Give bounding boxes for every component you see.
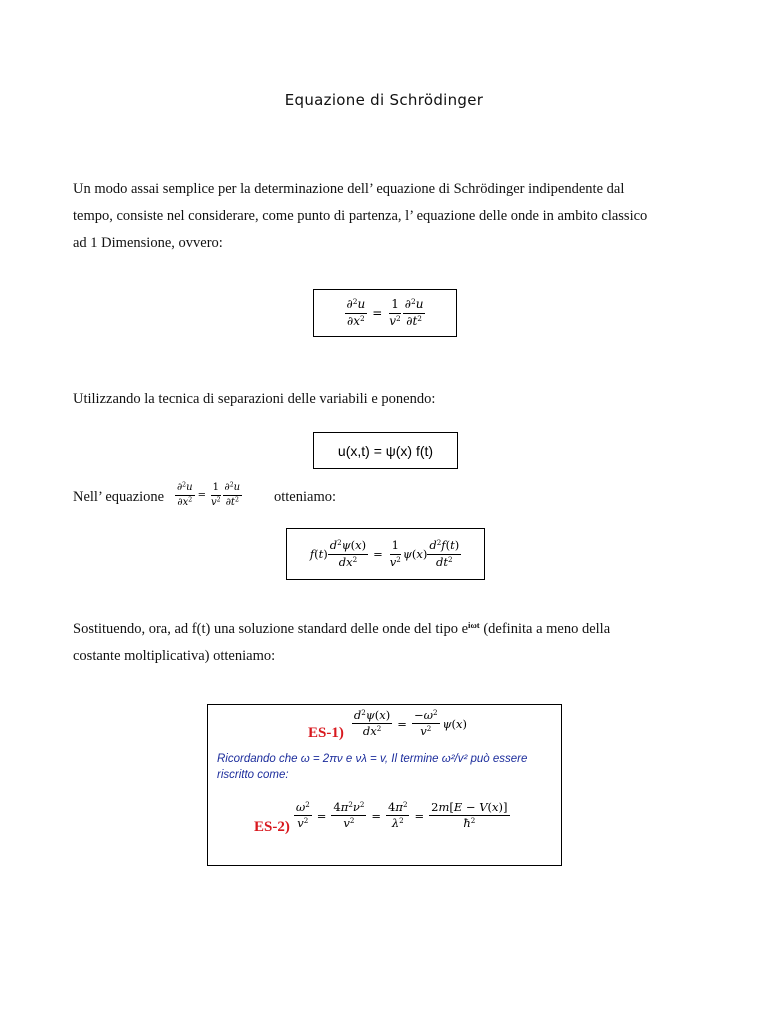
note-text: [217, 751, 557, 783]
nell-suffix: otteniamo:: [274, 489, 337, 505]
page-title: Equazione di Schrödinger: [284, 91, 484, 109]
results-box: [207, 704, 562, 866]
es2-label: ES-2): [254, 819, 290, 836]
separated-equation: f(t) $\frac{d^2\psi(x)}{dx^2}$ = $\frac{1}{v^2}$ ψ(x) $\frac{d^2f(t)}{dt^2}$: [309, 538, 460, 569]
note-line-1: Ricordando che ω = 2πν e νλ = v, Il termine ω²/v² può essere: [217, 753, 528, 765]
intro-line-1: Un modo assai semplice per la determinazione dell’ equazione di Schrödinger indipendente dal: [73, 181, 625, 197]
exponent: iωt: [468, 620, 480, 631]
substitution-paragraph: [73, 616, 703, 670]
es2-equation: ES-2) $\frac{\omega^2}{v^2}$ = $\frac{4\pi^2\nu^2}{v^2}$ = $\frac{4\pi^2}{\lambda^2}$ = $\frac{2m[E - V(x)]}{ħ^2}$: [254, 800, 508, 836]
intro-paragraph: [73, 176, 703, 257]
wave-equation-box: [313, 289, 457, 337]
separation-equation-box: [313, 432, 458, 469]
separated-equation-box: [286, 528, 485, 580]
intro-line-3: ad 1 Dimensione, ovvero:: [73, 235, 223, 251]
substitution-line-1b: (definita a meno della: [479, 621, 611, 637]
es1-equation: ES-1) $\frac{d^2\psi(x)}{dx^2}$ = $\frac{-\omega^2}{v^2}$ ψ(x): [308, 708, 468, 742]
intro-line-2: tempo, consiste nel considerare, come punto di partenza, l’ equazione delle onde in ambito classico: [73, 208, 648, 224]
substitution-line-1a: Sostituendo, ora, ad f(t) una soluzione standard delle onde del tipo e: [73, 621, 469, 637]
inline-wave-equation: $\frac{\partial^2u}{\partial x^2}$ = $\frac{1}{v^2}$ $\frac{\partial^2u}{\partial t^2}$: [177, 481, 241, 508]
separation-text: Utilizzando la tecnica di separazioni delle variabili e ponendo:: [73, 391, 436, 407]
nell-prefix: Nell’ equazione: [73, 489, 165, 505]
wave-equation: $\frac{\partial^2u}{\partial x^2}$ = $\frac{1}{v^2}$ $\frac{\partial^2u}{\partial t^2}$: [346, 296, 424, 328]
es1-label: ES-1): [308, 725, 344, 742]
separation-equation: u(x,t) = ψ(x) f(t): [337, 442, 434, 459]
note-line-2: riscritto come:: [217, 769, 289, 781]
substitution-line-2: costante moltiplicativa) otteniamo:: [73, 648, 276, 664]
nell-line: [73, 482, 473, 516]
